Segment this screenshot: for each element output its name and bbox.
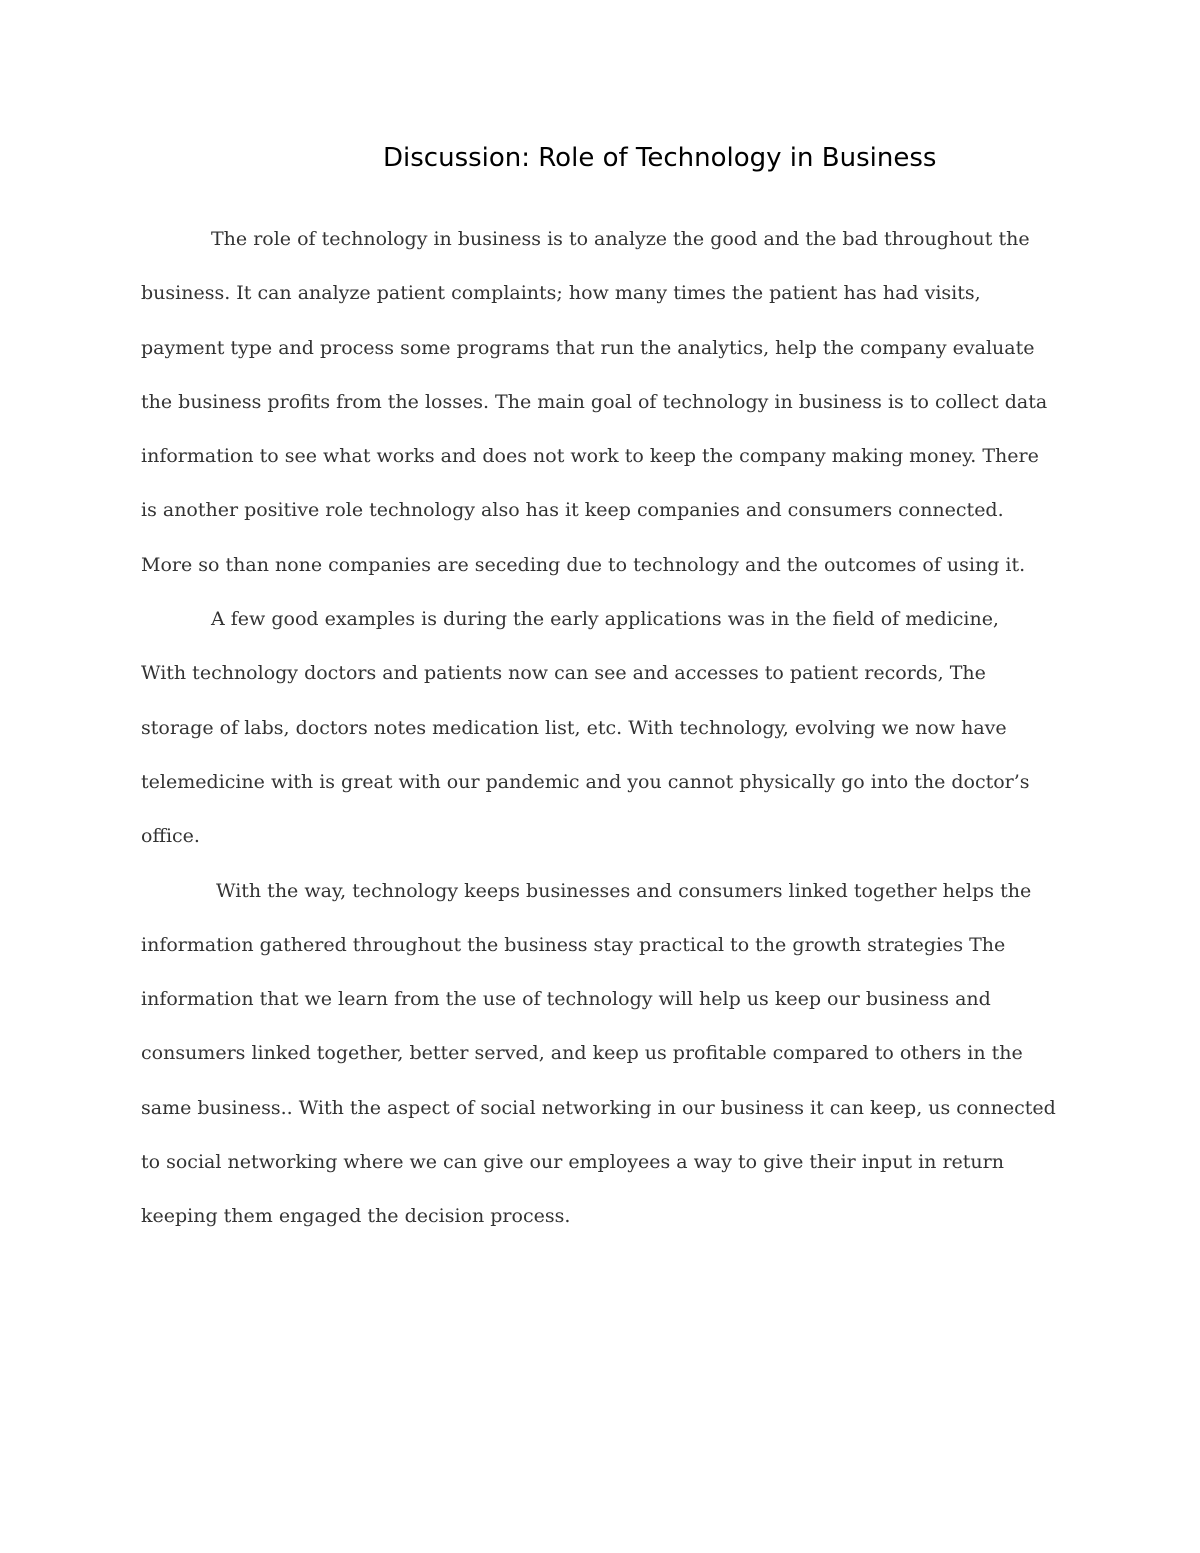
text-line: information to see what works and does not work to keep the company making money. There xyxy=(141,445,1039,468)
text-line: A few good examples is during the early applications was in the field of medicine, xyxy=(211,608,999,631)
text-line: With the way, technology keeps businesses and consumers linked together helps the xyxy=(216,879,1032,902)
text-line: payment type and process some programs that run the analytics, help the company evaluate xyxy=(141,336,1035,359)
document-title: Discussion: Role of Technology in Business xyxy=(383,143,937,173)
text-line: information gathered throughout the business stay practical to the growth strategies The xyxy=(141,933,1006,956)
paragraph xyxy=(141,598,1081,869)
text-line: keeping them engaged the decision process. xyxy=(141,1205,571,1228)
text-line: With technology doctors and patients now can see and accesses to patient records, The xyxy=(141,662,986,685)
text-line: office. xyxy=(141,825,200,848)
text-line: same business.. With the aspect of social networking in our business it can keep, us connected xyxy=(141,1096,1056,1119)
text-line: is another positive role technology also has it keep companies and consumers connected. xyxy=(141,499,1004,522)
text-line: business. It can analyze patient complaints; how many times the patient has had visits, xyxy=(141,282,981,305)
paragraph xyxy=(141,870,1081,1250)
text-line: More so than none companies are seceding due to technology and the outcomes of using it. xyxy=(141,553,1026,576)
text-line: information that we learn from the use of technology will help us keep our business and xyxy=(141,988,991,1011)
text-line: storage of labs, doctors notes medication list, etc. With technology, evolving we now have xyxy=(141,716,1007,739)
text-line: the business profits from the losses. The main goal of technology in business is to collect data xyxy=(141,390,1048,413)
paragraph xyxy=(141,218,1081,598)
text-line: consumers linked together, better served, and keep us profitable compared to others in the xyxy=(141,1042,1023,1065)
document-body xyxy=(141,218,1081,1250)
text-line: The role of technology in business is to analyze the good and the bad throughout the xyxy=(211,228,1030,250)
text-line: telemedicine with is great with our pandemic and you cannot physically go into the doctor’s xyxy=(141,770,1030,793)
text-line: to social networking where we can give our employees a way to give their input in return xyxy=(141,1151,1004,1174)
